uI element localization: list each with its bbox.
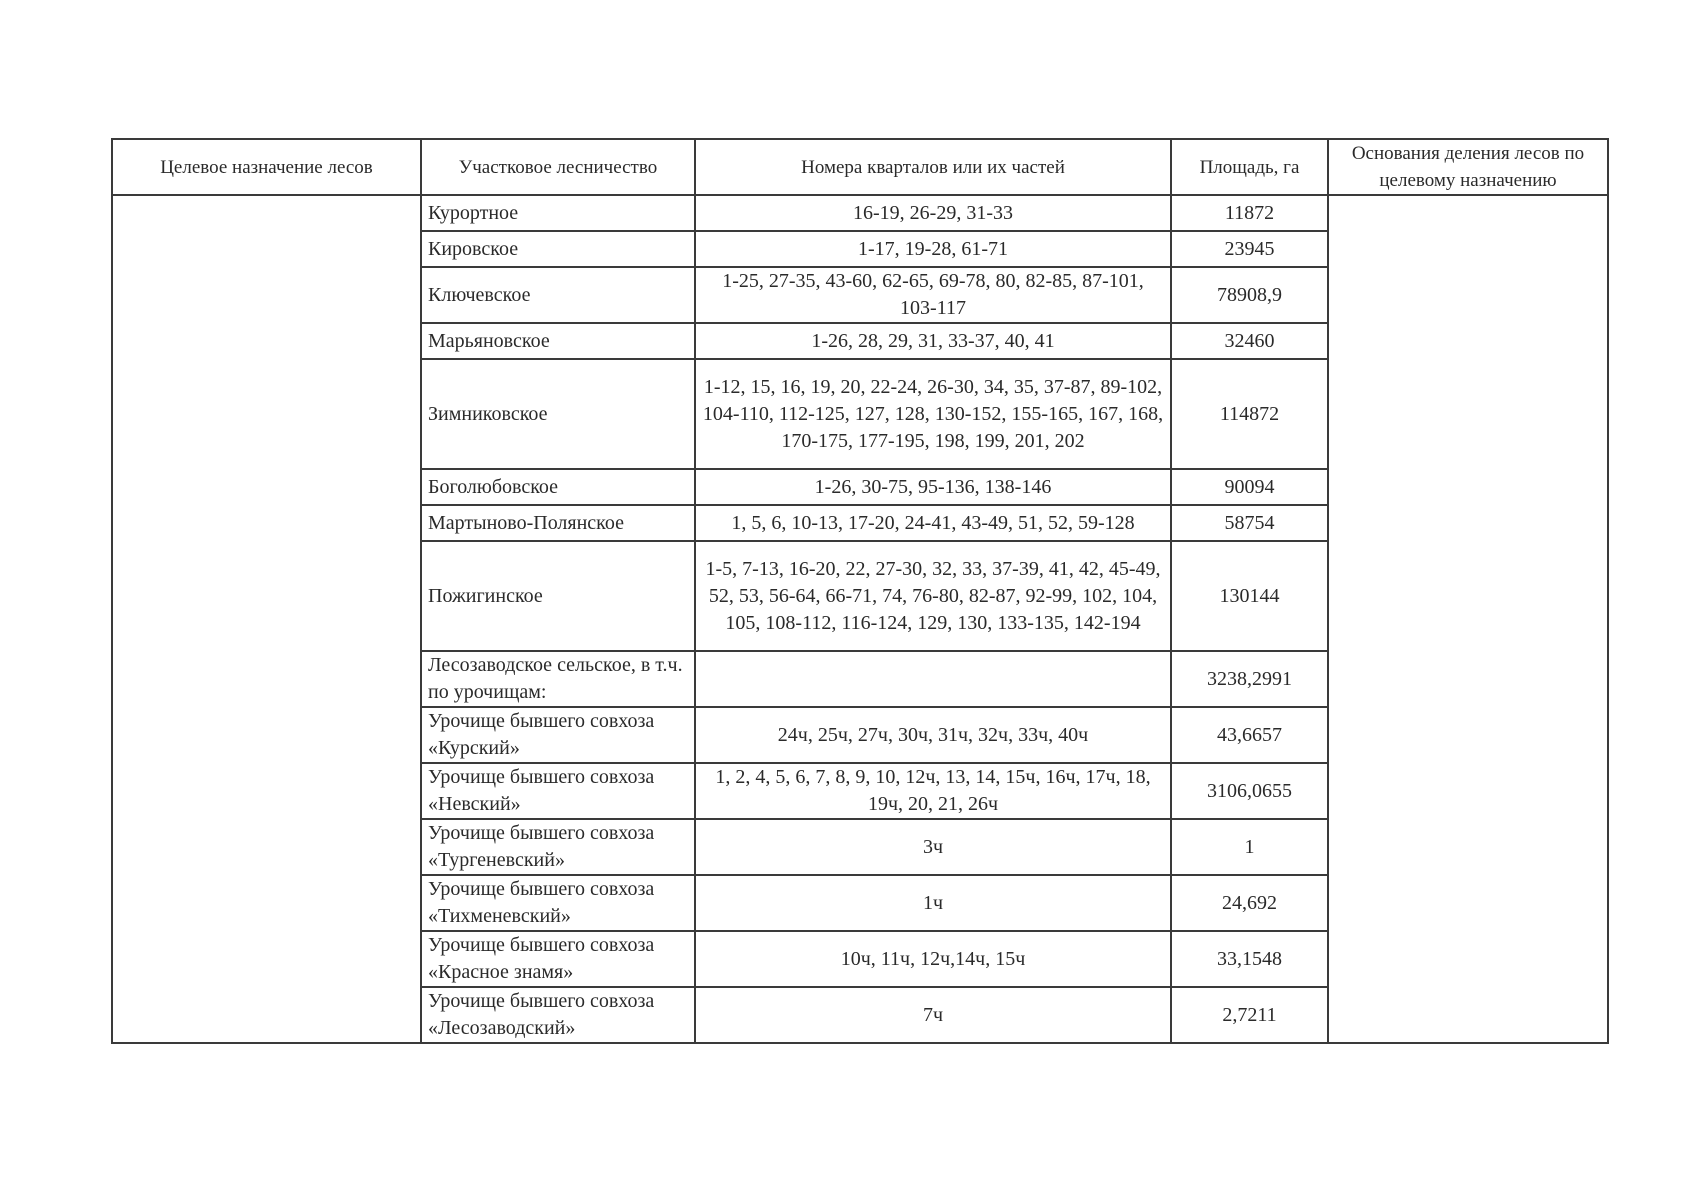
table-row (112, 195, 1608, 231)
header-basis: Основания деления лесов по целевому назначению (1328, 139, 1608, 195)
quarters-cell: 1-12, 15, 16, 19, 20, 22-24, 26-30, 34, 35, 37-87, 89-102, 104-110, 112-125, 127, 128, 130-152, 155-165, 167, 168, 170-175, 177-195, 198, 199, 201, 202 (695, 359, 1171, 469)
district-cell: Урочище бывшего совхоза «Невский» (421, 763, 695, 819)
area-cell: 3238,2991 (1171, 651, 1328, 707)
district-cell: Урочище бывшего совхоза «Тургеневский» (421, 819, 695, 875)
quarters-cell: 1, 2, 4, 5, 6, 7, 8, 9, 10, 12ч, 13, 14, 15ч, 16ч, 17ч, 18, 19ч, 20, 21, 26ч (695, 763, 1171, 819)
quarters-cell: 24ч, 25ч, 27ч, 30ч, 31ч, 32ч, 33ч, 40ч (695, 707, 1171, 763)
quarters-cell: 1-5, 7-13, 16-20, 22, 27-30, 32, 33, 37-39, 41, 42, 45-49, 52, 53, 56-64, 66-71, 74, 76-80, 82-87, 92-99, 102, 104, 105, 108-112, 116-124, 129, 130, 133-135, 142-194 (695, 541, 1171, 651)
district-cell: Урочище бывшего совхоза «Курский» (421, 707, 695, 763)
district-cell: Лесозаводское сельское, в т.ч. по урочищам: (421, 651, 695, 707)
quarters-cell: 7ч (695, 987, 1171, 1043)
district-cell: Курортное (421, 195, 695, 231)
basis-cell (1328, 195, 1608, 1043)
area-cell: 90094 (1171, 469, 1328, 505)
quarters-cell: 1-26, 30-75, 95-136, 138-146 (695, 469, 1171, 505)
area-cell: 58754 (1171, 505, 1328, 541)
area-cell: 130144 (1171, 541, 1328, 651)
quarters-cell: 1, 5, 6, 10-13, 17-20, 24-41, 43-49, 51, 52, 59-128 (695, 505, 1171, 541)
area-cell: 24,692 (1171, 875, 1328, 931)
district-cell: Урочище бывшего совхоза «Лесозаводский» (421, 987, 695, 1043)
quarters-cell: 1ч (695, 875, 1171, 931)
district-cell: Кировское (421, 231, 695, 267)
quarters-cell (695, 651, 1171, 707)
area-cell: 3106,0655 (1171, 763, 1328, 819)
district-cell: Урочище бывшего совхоза «Красное знамя» (421, 931, 695, 987)
district-cell: Марьяновское (421, 323, 695, 359)
quarters-cell: 10ч, 11ч, 12ч,14ч, 15ч (695, 931, 1171, 987)
area-cell: 33,1548 (1171, 931, 1328, 987)
quarters-cell: 1-26, 28, 29, 31, 33-37, 40, 41 (695, 323, 1171, 359)
forest-purpose-table (111, 138, 1609, 1044)
district-cell: Боголюбовское (421, 469, 695, 505)
district-cell: Ключевское (421, 267, 695, 323)
quarters-cell: 16-19, 26-29, 31-33 (695, 195, 1171, 231)
area-cell: 23945 (1171, 231, 1328, 267)
area-cell: 11872 (1171, 195, 1328, 231)
header-district: Участковое лесничество (421, 139, 695, 195)
district-cell: Урочище бывшего совхоза «Тихменевский» (421, 875, 695, 931)
area-cell: 2,7211 (1171, 987, 1328, 1043)
header-area: Площадь, га (1171, 139, 1328, 195)
area-cell: 32460 (1171, 323, 1328, 359)
quarters-cell: 3ч (695, 819, 1171, 875)
header-purpose: Целевое назначение лесов (112, 139, 421, 195)
area-cell: 78908,9 (1171, 267, 1328, 323)
quarters-cell: 1-17, 19-28, 61-71 (695, 231, 1171, 267)
district-cell: Мартыново-Полянское (421, 505, 695, 541)
area-cell: 114872 (1171, 359, 1328, 469)
table-header-row (112, 139, 1608, 195)
area-cell: 43,6657 (1171, 707, 1328, 763)
district-cell: Зимниковское (421, 359, 695, 469)
area-cell: 1 (1171, 819, 1328, 875)
purpose-cell (112, 195, 421, 1043)
header-quarters: Номера кварталов или их частей (695, 139, 1171, 195)
quarters-cell: 1-25, 27-35, 43-60, 62-65, 69-78, 80, 82-85, 87-101, 103-117 (695, 267, 1171, 323)
district-cell: Пожигинское (421, 541, 695, 651)
